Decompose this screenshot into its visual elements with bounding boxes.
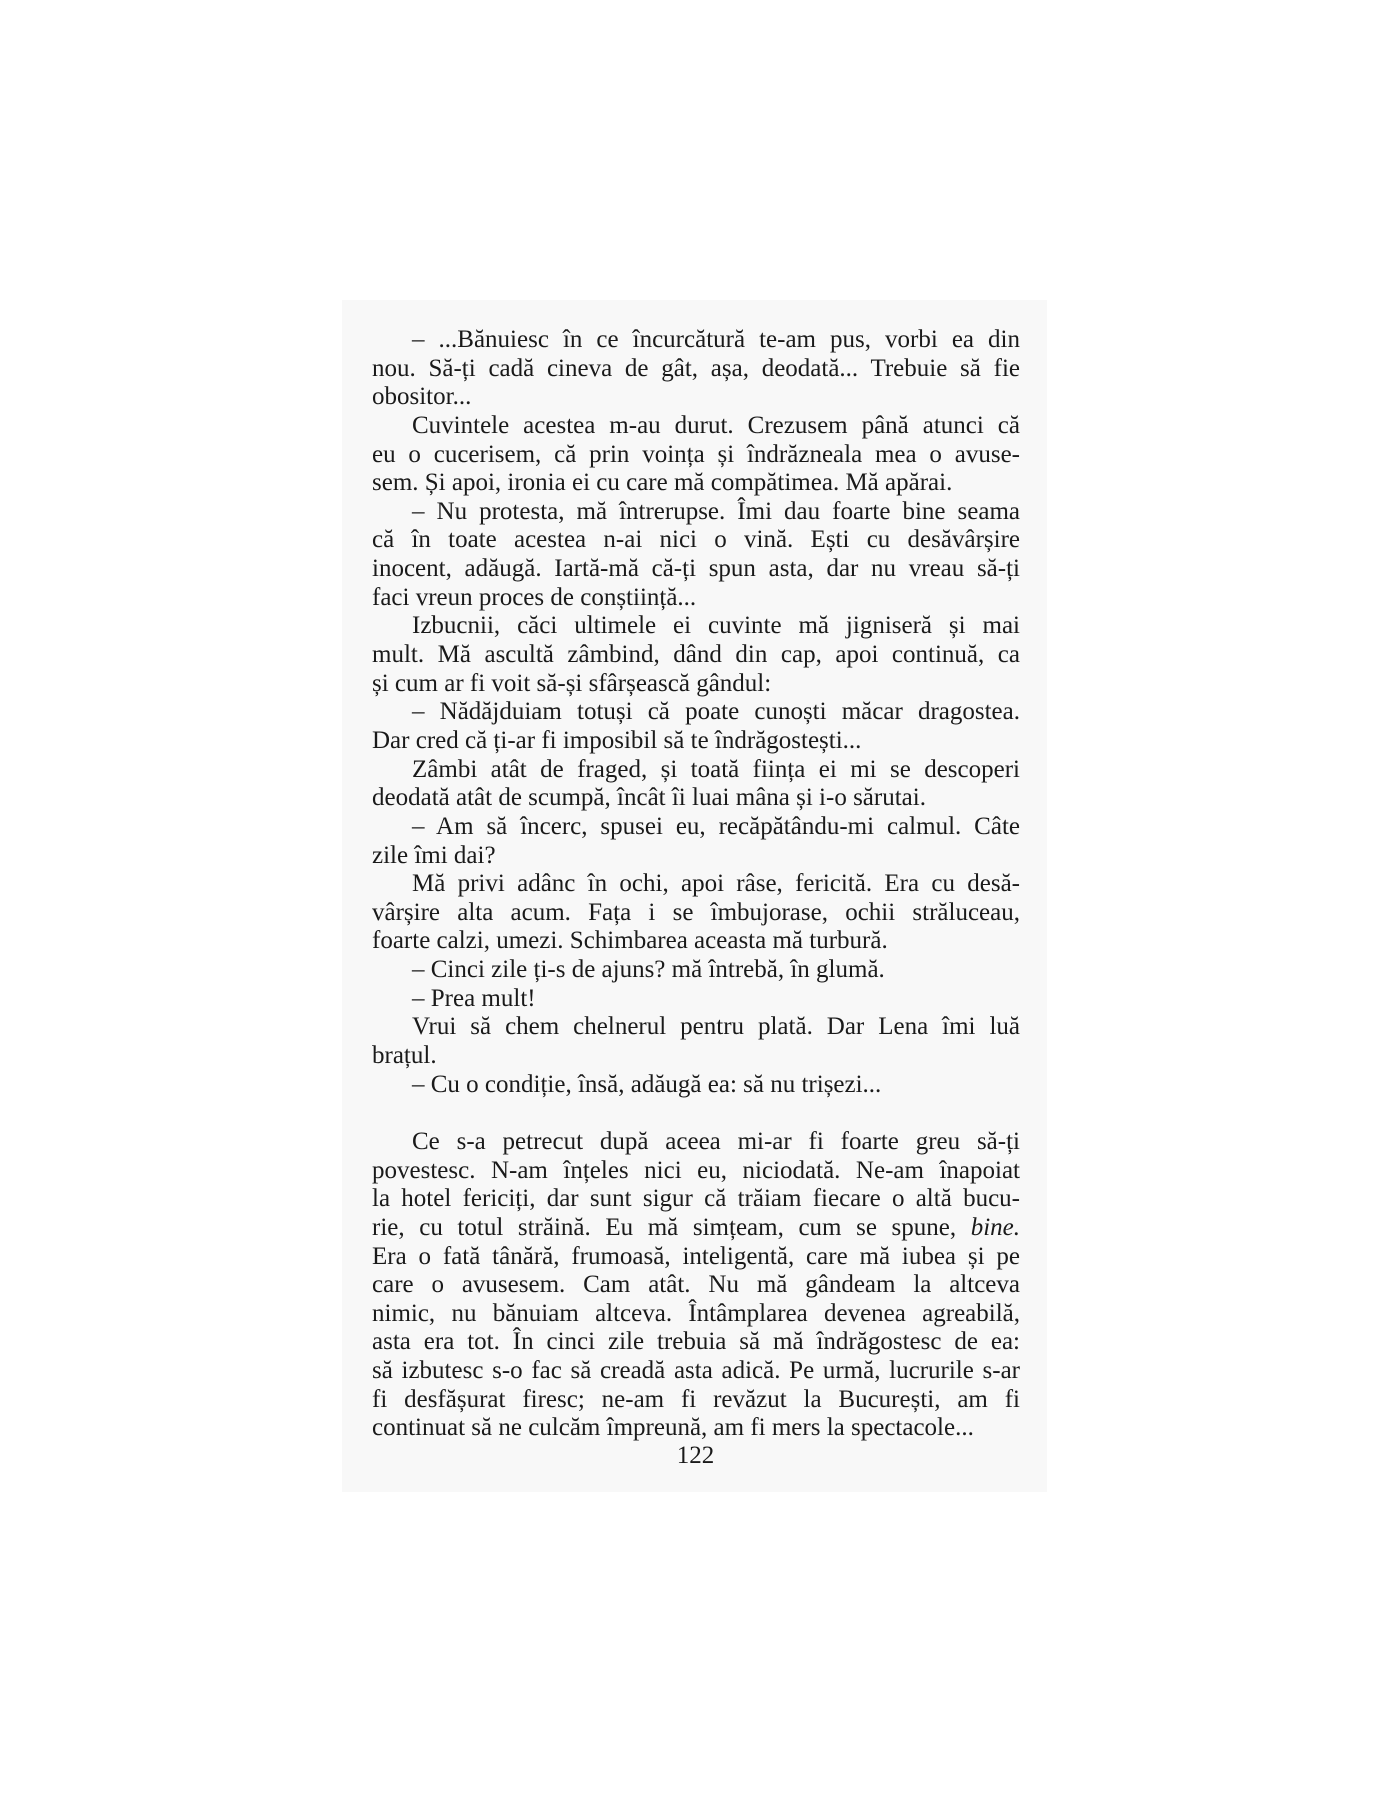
section-break	[372, 1099, 1020, 1128]
text-line-content: Ce s-a petrecut după aceea mi-ar fi foarte greu să-ți	[412, 1127, 1020, 1155]
text-line-content: inocent, adăugă. Iartă-mă că-ți spun asta, dar nu vreau să-ți	[372, 555, 1020, 583]
text-line	[372, 469, 1020, 498]
text-line-content: vârșire alta acum. Fața i se îmbujorase, ochii străluceau,	[372, 898, 1020, 926]
text-line	[372, 641, 1020, 670]
text-line-content: – Nădăjduiam totuși că poate cunoști măcar dragostea.	[412, 698, 1020, 726]
text-line	[372, 326, 1020, 355]
text-line-content: și cum ar fi voit să-și sfârșească gândul:	[372, 669, 772, 697]
text-line-content: sem. Și apoi, ironia ei cu care mă compătimea. Mă apărai.	[372, 469, 953, 497]
text-line	[372, 1414, 1020, 1443]
text-line	[372, 383, 1020, 412]
text-line-content: – Cinci zile ți-s de ajuns? mă întrebă, în glumă.	[412, 956, 885, 984]
text-line-content: eu o cucerisem, că prin voința și îndrăzneala mea o avuse-	[372, 440, 1020, 468]
text-line-content: Zâmbi atât de fraged, și toată ființa ei mi se descoperi	[412, 755, 1020, 783]
text-line-content: mult. Mă ascultă zâmbind, dând din cap, apoi continuă, ca	[372, 641, 1020, 669]
text-line-content: Era o fată tânără, frumoasă, inteligentă, care mă iubea și pe	[372, 1242, 1020, 1270]
text-line-content: – Cu o condiție, însă, adăugă ea: să nu trișezi...	[412, 1070, 882, 1098]
text-line	[372, 1357, 1020, 1386]
text-line-content: nimic, nu bănuiam altceva. Întâmplarea devenea agreabilă,	[372, 1299, 1020, 1327]
text-line-content: la hotel fericiți, dar sunt sigur că trăiam fiecare o altă bucu-	[372, 1185, 1020, 1213]
text-line	[372, 870, 1020, 899]
text-line-content: rie, cu totul străină. Eu mă simțeam, cum se spune,	[372, 1213, 971, 1241]
text-line	[372, 1328, 1020, 1357]
text-line	[372, 498, 1020, 527]
emphasized-word: bine.	[970, 1213, 1020, 1241]
text-line-content: – Am să încerc, spusei eu, recăpătându-mi calmul. Câte	[412, 812, 1020, 840]
text-line	[372, 784, 1020, 813]
text-line-content: brațul.	[372, 1042, 437, 1070]
text-line-content: Vrui să chem chelnerul pentru plată. Dar Lena îmi luă	[412, 1013, 1020, 1041]
text-line-content: să izbutesc s-o fac să creadă asta adică. Pe urmă, lucrurile s-ar	[372, 1357, 1020, 1385]
text-line	[372, 727, 1020, 756]
text-line	[372, 1128, 1020, 1157]
text-line	[372, 985, 1020, 1014]
text-line	[372, 612, 1020, 641]
text-line-content: – Nu protesta, mă întrerupse. Îmi dau foarte bine seama	[412, 497, 1020, 525]
text-line	[372, 355, 1020, 384]
text-line	[372, 412, 1020, 441]
text-line	[372, 813, 1020, 842]
text-line	[372, 1042, 1020, 1071]
text-line	[372, 698, 1020, 727]
text-line	[372, 842, 1020, 871]
text-line-content: că în toate acestea n-ai nici o vină. Ești cu desăvârșire	[372, 526, 1020, 554]
text-line-content: deodată atât de scumpă, încât îi luai mâna și i-o sărutai.	[372, 784, 926, 812]
text-line-content: asta era tot. În cinci zile trebuia să mă îndrăgostesc de ea:	[372, 1328, 1020, 1356]
text-line	[372, 526, 1020, 555]
text-line	[372, 1271, 1020, 1300]
page-number: 122	[676, 1442, 715, 1469]
text-line-content: faci vreun proces de conștiință...	[372, 583, 697, 611]
text-line	[372, 927, 1020, 956]
text-line	[372, 1243, 1020, 1272]
text-line-content: – Prea mult!	[412, 984, 536, 1012]
text-line-content: care o avusesem. Cam atât. Nu mă gândeam la altceva	[372, 1271, 1020, 1299]
text-line	[372, 441, 1020, 470]
page-body-text	[372, 326, 1020, 1443]
text-line	[372, 1185, 1020, 1214]
text-line	[372, 584, 1020, 613]
text-line-content: Cuvintele acestea m-au durut. Crezusem până atunci că	[412, 411, 1020, 439]
text-line	[372, 670, 1020, 699]
text-line	[372, 956, 1020, 985]
text-line-content: – ...Bănuiesc în ce încurcătură te-am pus, vorbi ea din	[412, 326, 1020, 353]
text-line-content: Mă privi adânc în ochi, apoi râse, fericită. Era cu desă-	[412, 870, 1020, 898]
text-line-content: zile îmi dai?	[372, 841, 496, 869]
text-line-content: continuat să ne culcăm împreună, am fi mers la spectacole...	[372, 1414, 974, 1442]
text-line	[372, 555, 1020, 584]
text-line-content: Dar cred că ți-ar fi imposibil să te îndrăgostești...	[372, 726, 862, 754]
text-line	[372, 899, 1020, 928]
text-line-content: foarte calzi, umezi. Schimbarea aceasta mă turbură.	[372, 927, 888, 955]
text-line-content: obositor...	[372, 383, 472, 411]
text-line	[372, 1071, 1020, 1100]
text-line	[372, 1300, 1020, 1329]
text-line-content: povestesc. N-am înțeles nici eu, niciodată. Ne-am înapoiat	[372, 1156, 1020, 1184]
text-line	[372, 1013, 1020, 1042]
text-line	[372, 1157, 1020, 1186]
text-line	[372, 1214, 1020, 1243]
text-line	[372, 1386, 1020, 1415]
text-line-content: fi desfășurat firesc; ne-am fi revăzut la București, am fi	[372, 1385, 1020, 1413]
text-line	[372, 756, 1020, 785]
text-line-content: nou. Să-ți cadă cineva de gât, așa, deodată... Trebuie să fie	[372, 354, 1020, 382]
text-line-content: Izbucnii, căci ultimele ei cuvinte mă jigniseră și mai	[412, 612, 1020, 640]
